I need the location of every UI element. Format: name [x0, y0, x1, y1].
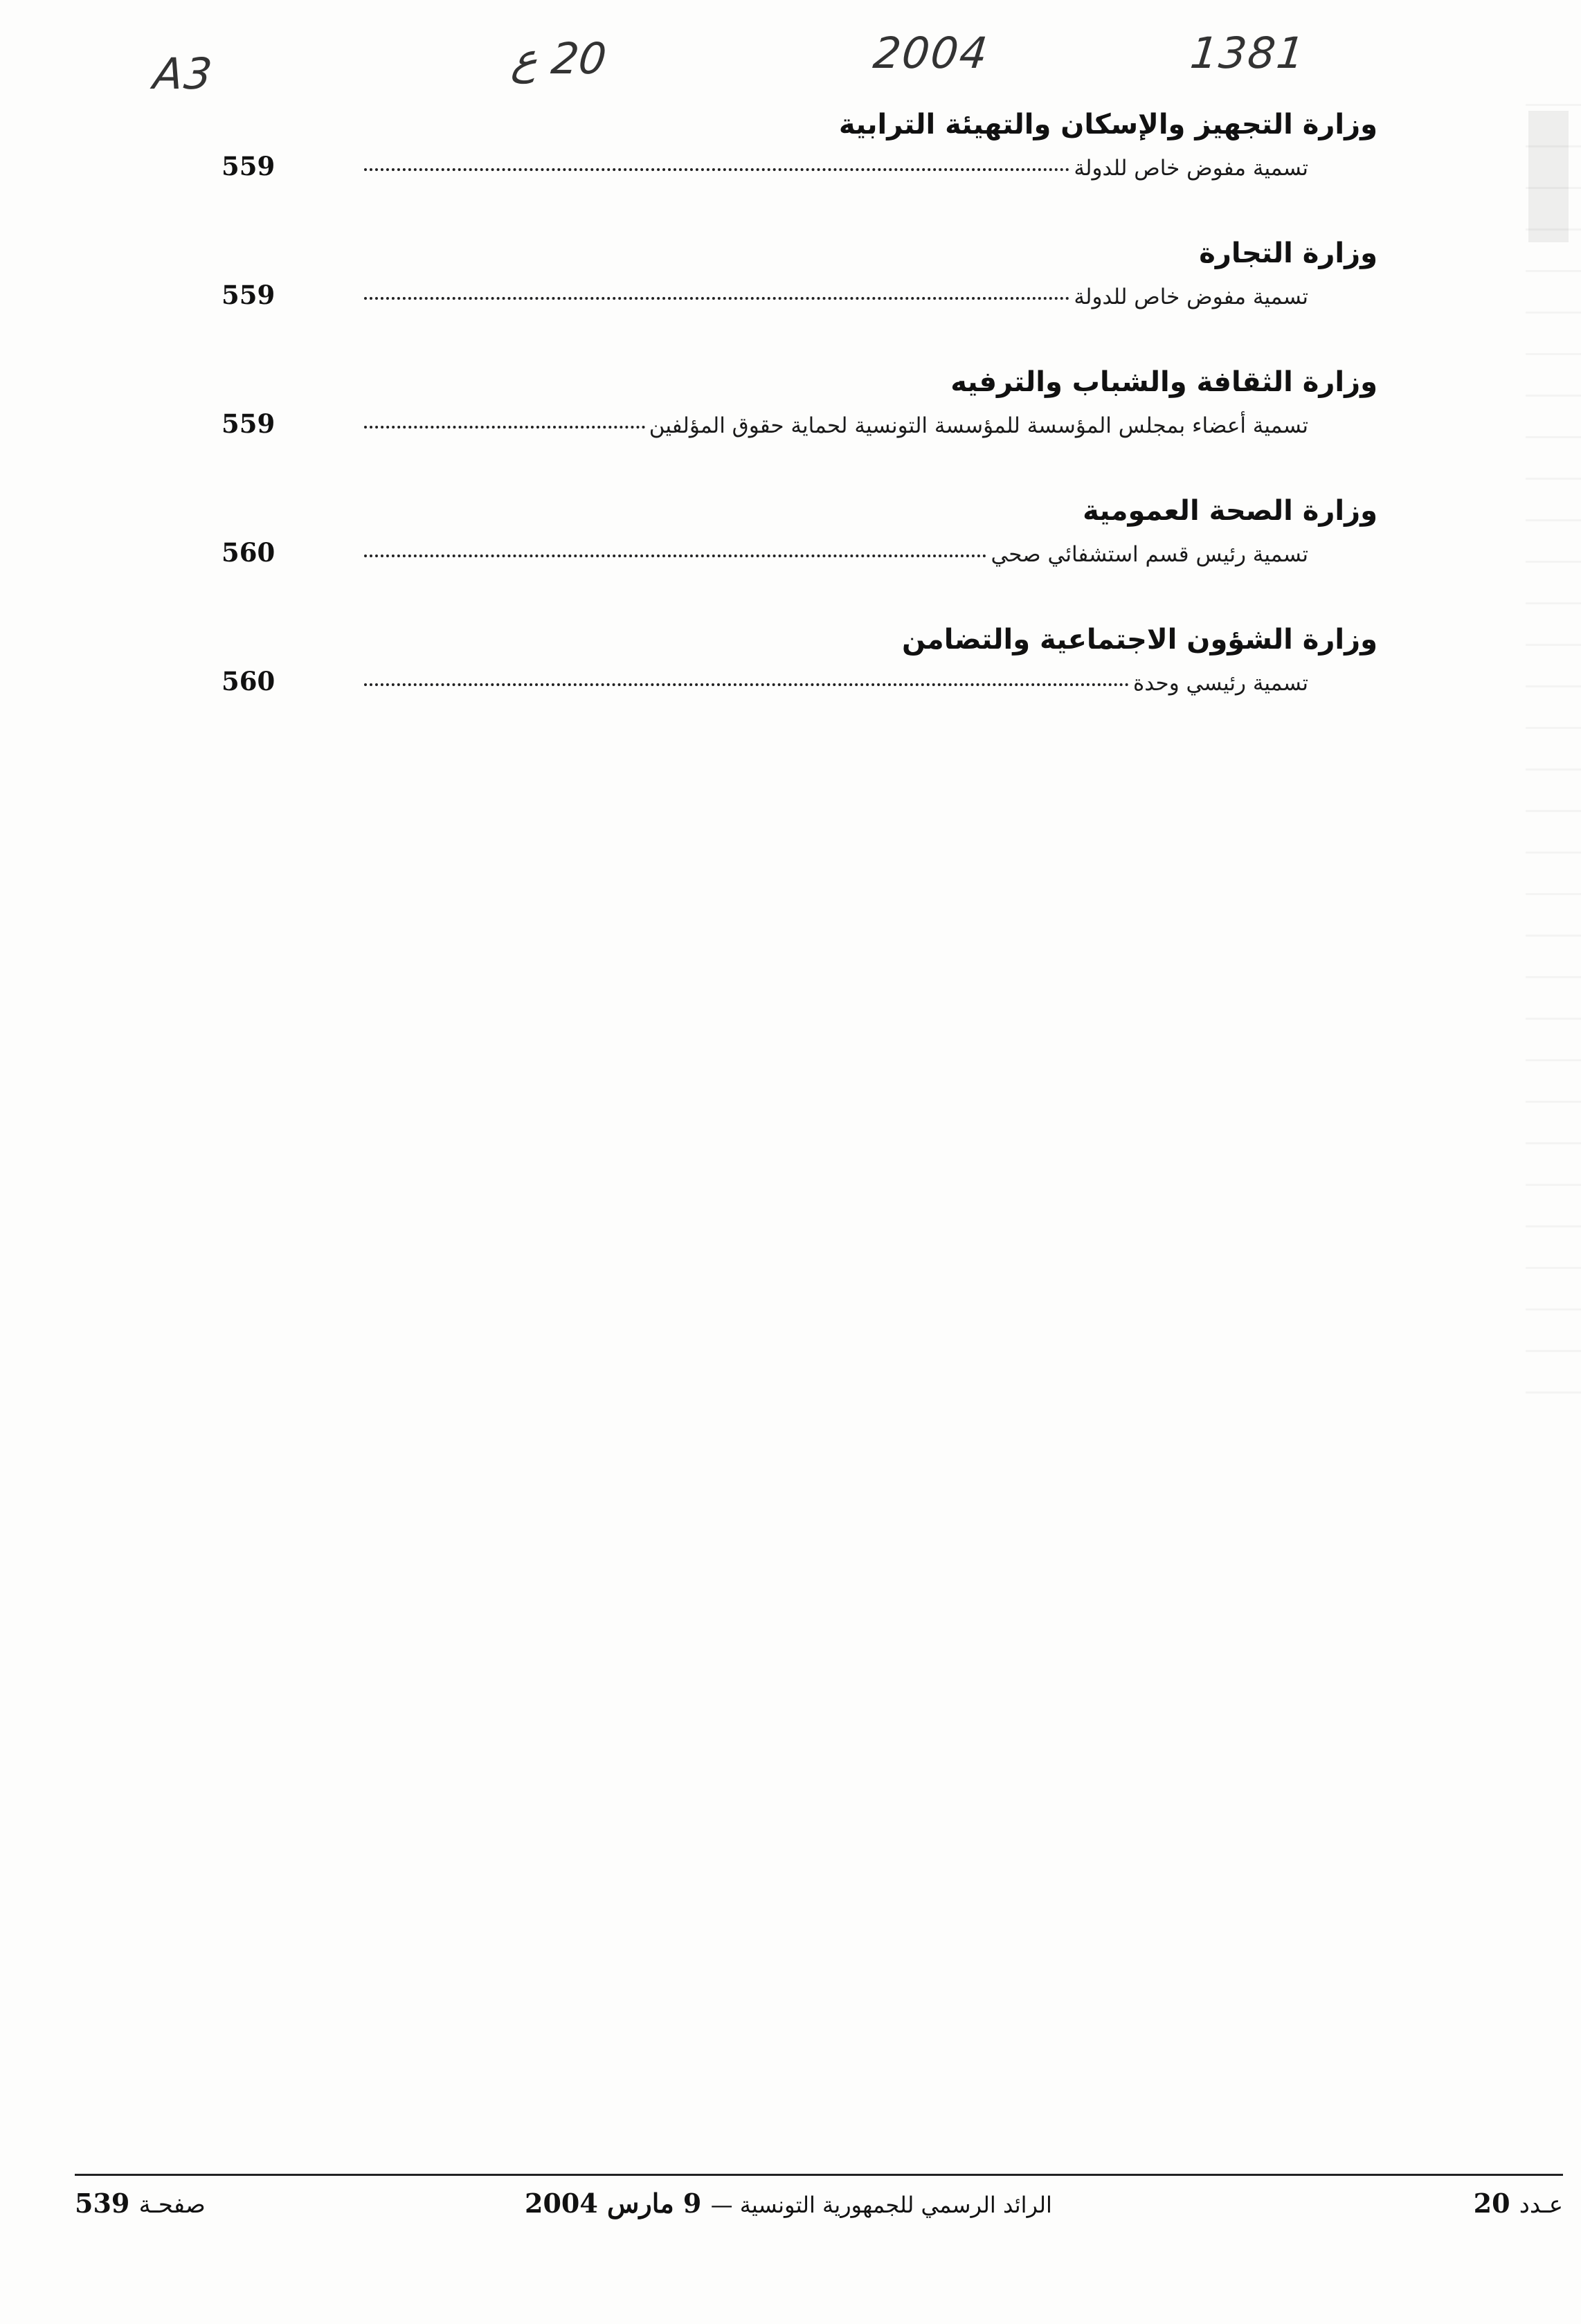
footer-publication	[525, 2188, 1052, 2219]
publication-year: 2004	[525, 2188, 598, 2219]
toc-entry	[222, 274, 1377, 325]
toc-entry	[222, 532, 1377, 583]
table-of-contents	[222, 104, 1377, 748]
toc-section	[222, 104, 1377, 197]
footer-rule	[75, 2174, 1563, 2176]
ministry-heading: وزارة الشؤون الاجتماعية والتضامن	[901, 624, 1377, 656]
handwritten-annotation-issue: 20 ع	[509, 33, 609, 84]
issue-label: عـدد	[1519, 2191, 1563, 2219]
scan-bleed-box	[1528, 111, 1569, 242]
ministry-heading: وزارة الثقافة والشباب والترفيه	[950, 366, 1377, 398]
toc-entry-title: تسمية رئيسي وحدة	[1133, 671, 1308, 696]
toc-entry-page: 560	[222, 666, 275, 696]
handwritten-annotation-year: 2004	[871, 28, 991, 78]
toc-section	[222, 233, 1377, 325]
toc-entry-page: 560	[222, 537, 275, 568]
dot-leader	[364, 683, 1129, 686]
page-label: صفحـة	[138, 2191, 206, 2219]
footer-issue	[1474, 2188, 1563, 2219]
toc-entry-title: تسمية رئيس قسم استشفائي صحي	[991, 542, 1308, 567]
ministry-heading: وزارة الصحة العمومية	[1083, 495, 1377, 527]
toc-entry	[222, 403, 1377, 454]
page-footer	[75, 2188, 1563, 2229]
dot-leader	[364, 555, 986, 557]
toc-entry-title: تسمية مفوض خاص للدولة	[1074, 156, 1308, 181]
issue-number: 20	[1473, 2188, 1510, 2219]
handwritten-annotation-a3: A3	[151, 48, 216, 99]
toc-entry-title: تسمية مفوض خاص للدولة	[1074, 285, 1308, 309]
toc-section	[222, 490, 1377, 583]
publication-name: الرائد الرسمي للجمهورية التونسية —	[710, 2192, 1052, 2218]
toc-entry-title: تسمية أعضاء بمجلس المؤسسة للمؤسسة التونسية لحماية حقوق المؤلفين	[649, 413, 1308, 438]
toc-entry-page: 559	[222, 280, 275, 310]
toc-entry-page: 559	[222, 408, 275, 439]
scan-bleed-through	[1526, 104, 1581, 1419]
toc-section	[222, 619, 1377, 712]
handwritten-annotation-hijri-year: 1381	[1188, 28, 1308, 78]
ministry-heading: وزارة التجارة	[1199, 237, 1377, 269]
dot-leader	[364, 168, 1069, 171]
dot-leader	[364, 426, 645, 429]
dot-leader	[364, 297, 1069, 300]
toc-entry-page: 559	[222, 151, 275, 181]
toc-entry	[222, 145, 1377, 197]
toc-entry	[222, 660, 1377, 712]
toc-section	[222, 361, 1377, 454]
ministry-heading: وزارة التجهيز والإسكان والتهيئة الترابية	[838, 109, 1377, 141]
publication-date: 9 مارس	[607, 2188, 702, 2219]
page-number: 539	[75, 2188, 130, 2219]
footer-page	[75, 2188, 206, 2219]
